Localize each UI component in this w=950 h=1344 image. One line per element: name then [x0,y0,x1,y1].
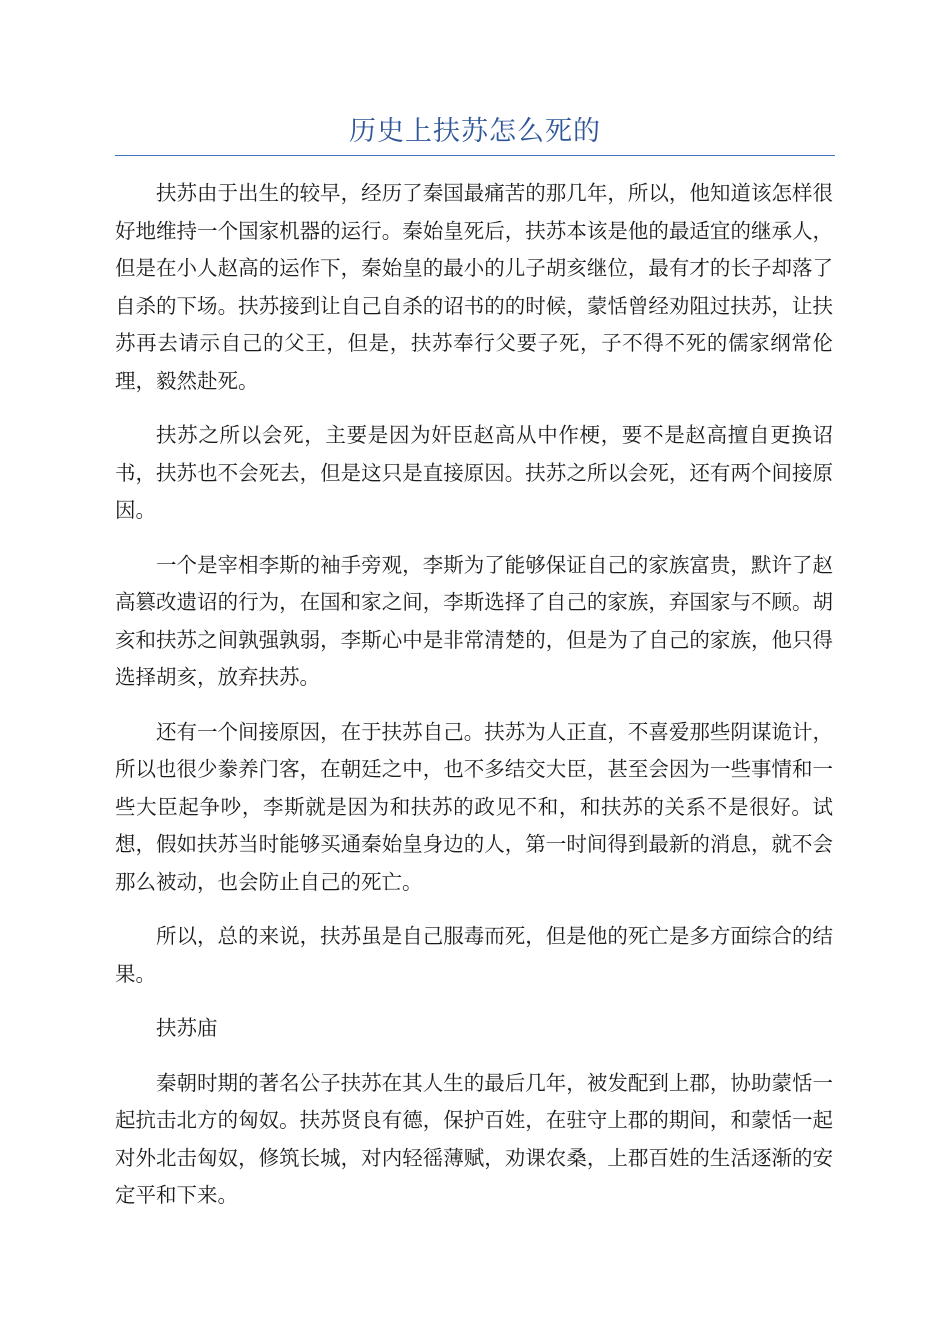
document-body [115,175,833,1232]
section-heading: 扶苏庙 [156,1016,218,1040]
paragraph-2: 扶苏之所以会死，主要是因为奸臣赵高从中作梗，要不是赵高擅自更换诏书，扶苏也不会死去，但是这只是直接原因。扶苏之所以会死，还有两个间接原因。 [115,423,833,522]
paragraph-5: 所以，总的来说，扶苏虽是自己服毒而死，但是他的死亡是多方面综合的结果。 [115,924,833,986]
paragraph-1: 扶苏由于出生的较早，经历了秦国最痛苦的那几年，所以，他知道该怎样很好地维持一个国家机器的运行。秦始皇死后，扶苏本该是他的最适宜的继承人，但是在小人赵高的运作下，秦始皇的最小的儿子胡亥继位，最有才的长子却落了自杀的下场。扶苏接到让自己自杀的诏书的的时候，蒙恬曾经劝阻过扶苏，让扶苏再去请示自己的父王，但是，扶苏奉行父要子死，子不得不死的儒家纲常伦理，毅然赴死。 [115,181,833,393]
title-underline [115,155,835,156]
paragraph-4: 还有一个间接原因，在于扶苏自己。扶苏为人正直，不喜爱那些阴谋诡计，所以也很少豢养门客，在朝廷之中，也不多结交大臣，甚至会因为一些事情和一些大臣起争吵，李斯就是因为和扶苏的政见不和，和扶苏的关系不是很好。试想，假如扶苏当时能够买通秦始皇身边的人，第一时间得到最新的消息，就不会那么被动，也会防止自己的死亡。 [115,719,833,894]
paragraph-6: 秦朝时期的著名公子扶苏在其人生的最后几年，被发配到上郡，协助蒙恬一起抗击北方的匈奴。扶苏贤良有德，保护百姓，在驻守上郡的期间，和蒙恬一起对外北击匈奴，修筑长城，对内轻徭薄赋，劝课农桑，上郡百姓的生活逐渐的安定平和下来。 [115,1070,833,1207]
paragraph-3: 一个是宰相李斯的袖手旁观，李斯为了能够保证自己的家族富贵，默许了赵高篡改遗诏的行为，在国和家之间，李斯选择了自己的家族，弃国家与不顾。胡亥和扶苏之间孰强孰弱，李斯心中是非常清楚的，但是为了自己的家族，他只得选择胡亥，放弃扶苏。 [115,552,833,689]
page-title: 历史上扶苏怎么死的 [349,116,601,147]
